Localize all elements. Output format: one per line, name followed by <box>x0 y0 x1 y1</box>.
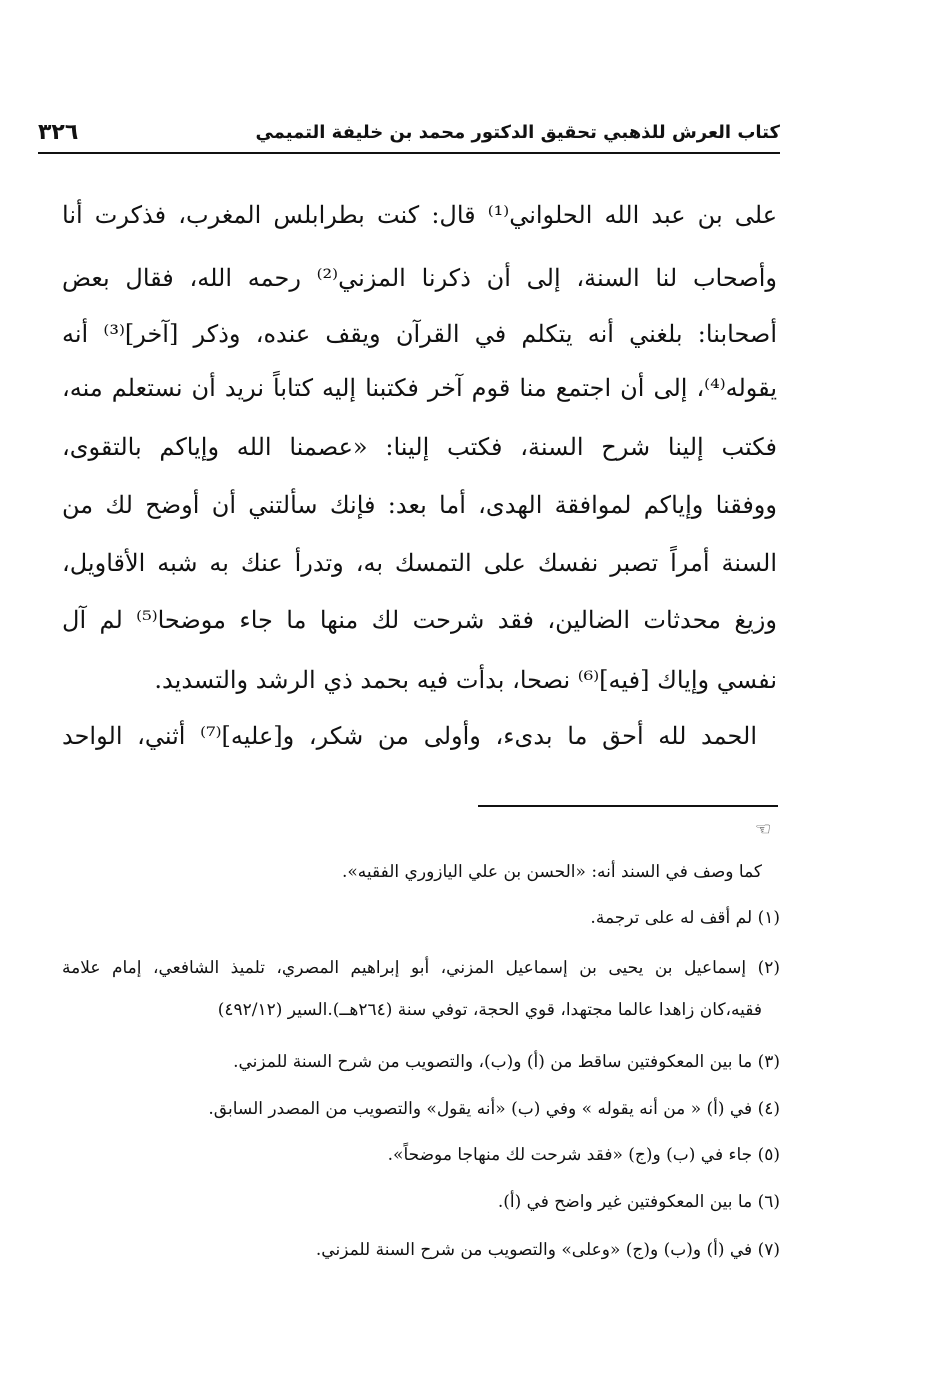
running-header <box>38 118 780 154</box>
footnote-line: فقيه،كان زاهدا عالما مجتهدا، قوي الحجة، توفي سنة (٢٦٤هــ).السير (٤٩٢/١٢) <box>217 1000 762 1020</box>
body-line: نفسي وإياك [فيه]⁽⁶⁾ نصحا، بدأت فيه بحمد ذي الرشد والتسديد. <box>154 666 777 694</box>
body-line: على بن عبد الله الحلواني⁽¹⁾ قال: كنت بطرابلس المغرب، فذكرت أنا <box>62 201 778 229</box>
footnote-line: (٤) في (أ) « من أنه يقوله » وفي (ب) «أنه يقول» والتصويب من المصدر السابق. <box>208 1099 780 1119</box>
page-number: ٣٢٦ <box>38 120 79 145</box>
body-line: الحمد لله أحق ما بدىء، وأولى من شكر، و[عليه]⁽⁷⁾ أثني، الواحد <box>62 722 757 750</box>
footnote-line: (١) لم أقف له على ترجمة. <box>590 908 780 928</box>
footnote-line: (٢) إسماعيل بن يحيى بن إسماعيل المزني، أبو إبراهيم المصري، تلميذ الشافعي، إمام علامة <box>62 958 780 978</box>
footnote-line: (٦) ما بين المعكوفتين غير واضح في (أ). <box>497 1192 780 1212</box>
body-line: السنة أمراً تصبر نفسك على التمسك به، وتدرأ عنك به شبه الأقاويل، <box>62 549 777 577</box>
body-line: أصحابنا: بلغني أنه يتكلم في القرآن ويقف عنده، وذكر [آخر]⁽³⁾ أنه <box>62 320 777 348</box>
footnote-line: (٧) في (أ) و(ب) و(ج) «وعلى» والتصويب من شرح السنة للمزني. <box>315 1240 780 1260</box>
body-line: يقوله⁽⁴⁾، إلى أن اجتمع منا قوم آخر فكتبنا إليه كتاباً نريد أن نستعلم منه، <box>62 374 777 402</box>
body-line: فكتب إلينا شرح السنة، فكتب إلينا: «عصمنا الله وإياكم بالتقوى، <box>62 433 777 461</box>
running-title: كتاب العرش للذهبي تحقيق الدكتور محمد بن خليفة التميمي <box>255 122 780 143</box>
footnote-line: (٣) ما بين المعكوفتين ساقط من (أ) و(ب)، والتصويب من شرح السنة للمزني. <box>233 1052 780 1072</box>
body-line: ووفقنا وإياكم لموافقة الهدى، أما بعد: فإنك سألتني أن أوضح لك من <box>62 491 777 519</box>
pointing-hand-icon: ☜ <box>755 819 772 840</box>
body-line: وزيغ محدثات الضالين، فقد شرحت لك منها ما جاء موضحا⁽⁵⁾ لم آل <box>62 606 777 634</box>
footnote-separator <box>478 805 778 807</box>
footnote-line: كما وصف في السند أنه: «الحسن بن علي اليازوري الفقيه». <box>342 862 762 882</box>
footnote-line: (٥) جاء في (ب) و(ج) «فقد شرحت لك منهاجا موضحاً». <box>387 1145 780 1165</box>
body-line: وأصحاب لنا السنة، إلى أن ذكرنا المزني⁽²⁾ رحمه الله، فقال بعض <box>62 264 777 292</box>
